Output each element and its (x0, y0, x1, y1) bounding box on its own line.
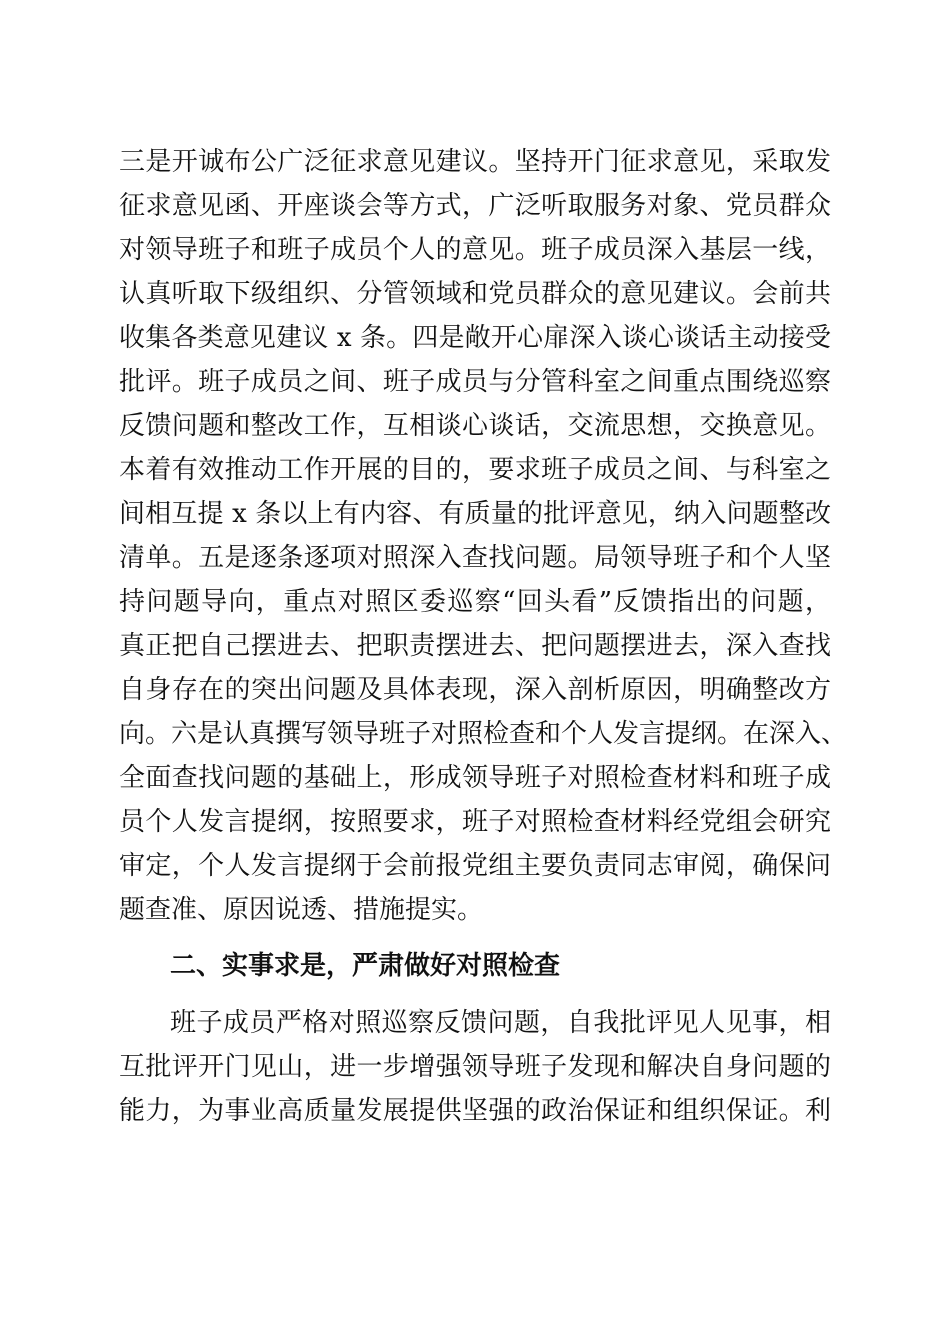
body-text-line: 对领导班子和班子成员个人的意见。班子成员深入基层一线， (119, 235, 831, 265)
body-text-line: 三是开诚布公广泛征求意见建议。坚持开门征求意见，采取发 (119, 147, 831, 177)
body-text-line: 员个人发言提纲，按照要求，班子对照检查材料经党组会研究 (119, 807, 831, 837)
body-text-line: 认真听取下级组织、分管领域和党员群众的意见建议。会前共 (119, 279, 831, 309)
body-text-line: 真正把自己摆进去、把职责摆进去、把问题摆进去，深入查找 (119, 631, 831, 661)
section-heading: 二、实事求是，严肃做好对照检查 (170, 951, 561, 981)
body-text-line: 全面查找问题的基础上，形成领导班子对照检查材料和班子成 (119, 763, 831, 793)
body-text-line: 收集各类意见建议 x 条。四是敞开心扉深入谈心谈话主动接受 (119, 323, 831, 353)
body-text-line: 能力，为事业高质量发展提供坚强的政治保证和组织保证。利 (119, 1096, 831, 1126)
body-text-line: 清单。五是逐条逐项对照深入查找问题。局领导班子和个人坚 (119, 543, 831, 573)
body-text-line: 批评。班子成员之间、班子成员与分管科室之间重点围绕巡察 (119, 367, 831, 397)
body-text-line: 班子成员严格对照巡察反馈问题，自我批评见人见事，相 (170, 1008, 831, 1038)
body-text-line: 持问题导向，重点对照区委巡察“回头看”反馈指出的问题， (119, 587, 831, 617)
body-text-line: 向。六是认真撰写领导班子对照检查和个人发言提纲。在深入、 (119, 719, 848, 749)
body-text-line: 本着有效推动工作开展的目的，要求班子成员之间、与科室之 (119, 455, 831, 485)
body-text-line: 题查准、原因说透、措施提实。 (119, 895, 484, 925)
body-text-line: 间相互提 x 条以上有内容、有质量的批评意见，纳入问题整改 (119, 499, 831, 529)
body-text-line: 自身存在的突出问题及具体表现，深入剖析原因，明确整改方 (119, 675, 831, 705)
body-text-line: 互批评开门见山，进一步增强领导班子发现和解决自身问题的 (119, 1052, 831, 1082)
body-text-line: 征求意见函、开座谈会等方式，广泛听取服务对象、党员群众 (119, 191, 831, 221)
body-text-line: 反馈问题和整改工作，互相谈心谈话，交流思想，交换意见。 (119, 411, 831, 441)
body-text-line: 审定，个人发言提纲于会前报党组主要负责同志审阅，确保问 (119, 851, 831, 881)
